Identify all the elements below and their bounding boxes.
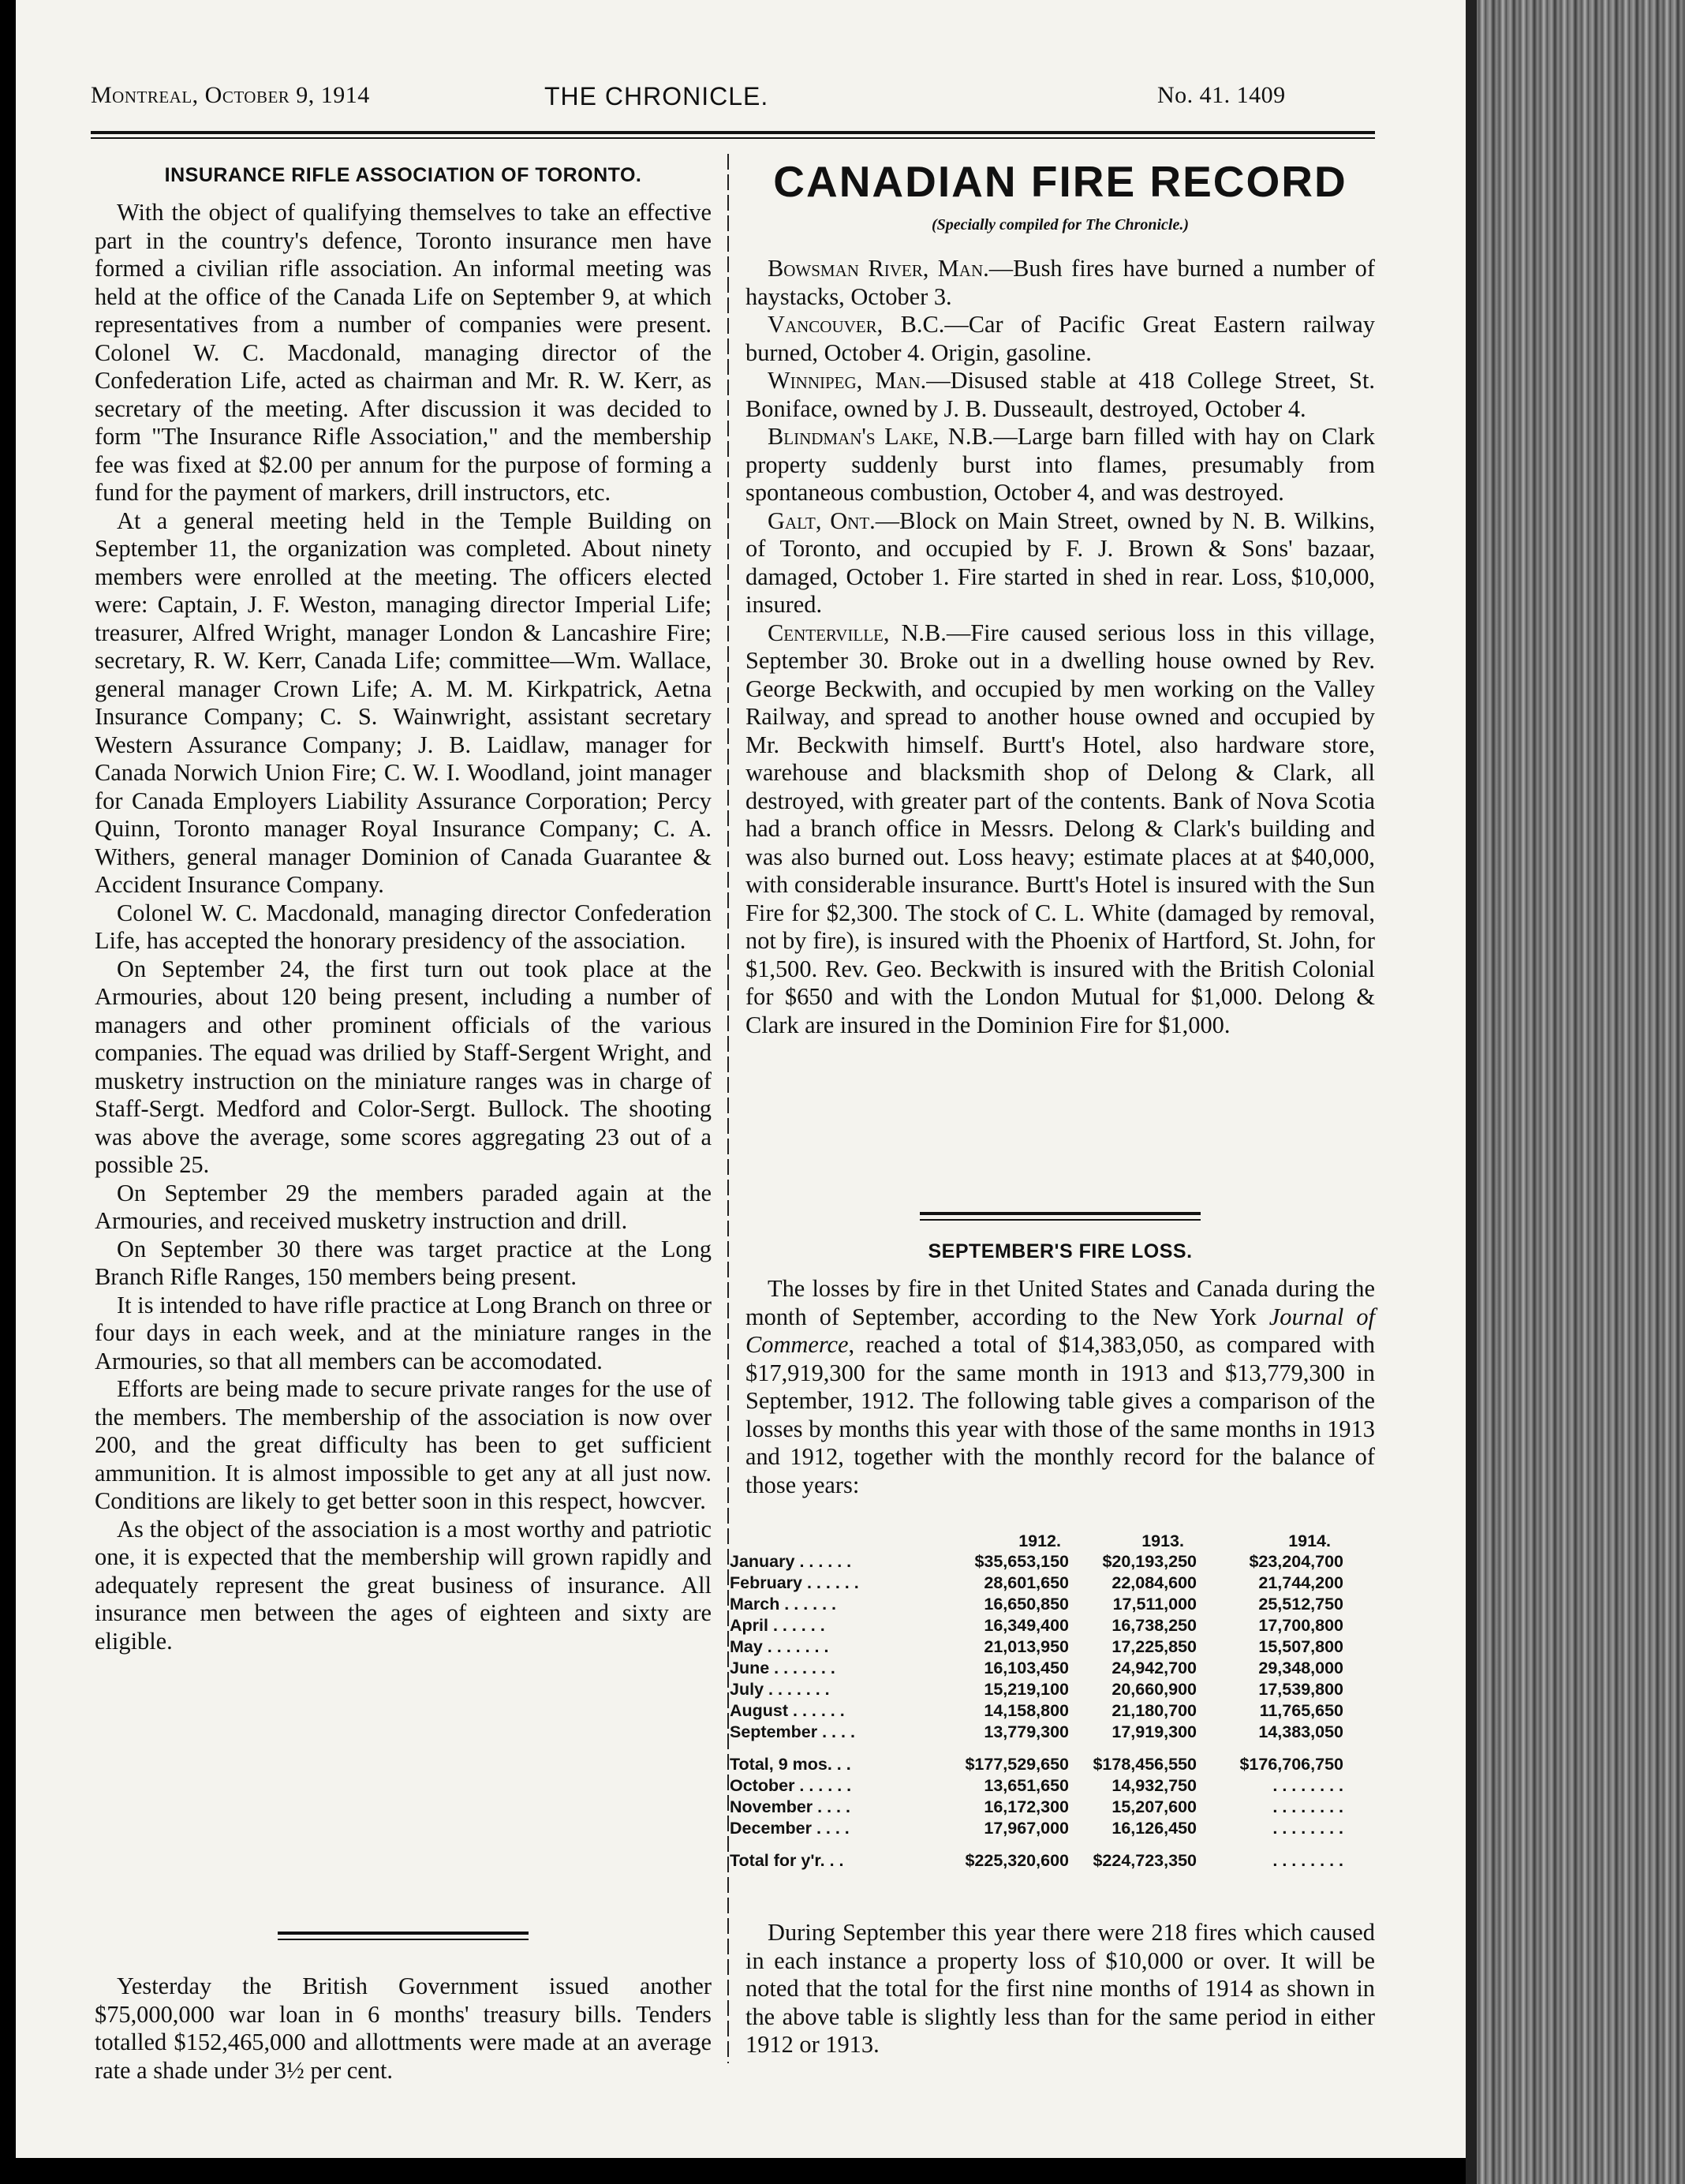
table-row xyxy=(730,1594,1354,1615)
rifle-article-title: INSURANCE RIFLE ASSOCIATION OF TORONTO. xyxy=(164,164,642,186)
dot-leader: . . . . xyxy=(811,1819,850,1838)
loss-value-1913: 14,932,750 xyxy=(1112,1776,1197,1795)
section-rule-thin xyxy=(278,1939,529,1940)
loss-value-1913: $20,193,250 xyxy=(1102,1552,1197,1571)
table-row xyxy=(730,1775,1354,1797)
fire-entry-place: Centerville, N.B. xyxy=(768,619,947,646)
loss-value-1914: 17,539,800 xyxy=(1258,1680,1343,1699)
loss-value-1914: . . . . . . . . xyxy=(1272,1819,1343,1838)
total-row xyxy=(730,1754,1354,1775)
loss-value-1913: 17,919,300 xyxy=(1112,1722,1197,1741)
dot-leader: . . . . . . xyxy=(794,1552,852,1571)
fire-entry-text: —Block on Main Street, owned by N. B. Wilkins, of Toronto, and occupied by F. J. Brown & Sons' bazaar, damaged, October 1. Fire started in shed in rear. Loss, $10,000, insured. xyxy=(745,507,1376,618)
loss-value-1913: 24,942,700 xyxy=(1112,1659,1197,1677)
loss-value-1913: 16,738,250 xyxy=(1112,1616,1197,1635)
masthead-title: THE CHRONICLE. xyxy=(544,82,769,110)
row-label xyxy=(730,1636,960,1658)
loss-value-1912: $35,653,150 xyxy=(974,1552,1069,1571)
paragraph: Yesterday the British Government issued another $75,000,000 war loan in 6 months' treasury bills. Tenders totalled $152,465,000 and allottments were made at an average rate a shade under 3½ per cent. xyxy=(95,1973,712,2084)
month-name: Total for y'r. xyxy=(730,1851,825,1870)
paragraph: At a general meeting held in the Temple Building on September 11, the organization was completed. About ninety members were enrolled at the meeting. The officers elected were: Captain, J. F. Weston, managing director Imperial Life; treasurer, Alfred Wright, manager London & Lancashire Fire; secretary, R. W. Kerr, Canada Life; committee—Wm. Wallace, general manager Crown Life; A. M. M. Kirkpatrick, Aetna Insurance Company; C. S. Wainwright, assistant secretary Western Assurance Company; J. B. Laidlaw, manager for Canada Norwich Union Fire; C. W. I. Woodland, joint manager for Canada Employers Liability Assurance Corporation; Percy Quinn, Toronto manager Royal Insurance Company; C. A. Withers, general manager Dominion of Canada Guarantee & Accident Insurance Company. xyxy=(95,507,712,898)
loss-value-1913: $178,456,550 xyxy=(1093,1755,1197,1774)
loss-value-1912: 15,219,100 xyxy=(984,1680,1069,1699)
row-label xyxy=(730,1679,960,1700)
loss-value-1914: . . . . . . . . xyxy=(1272,1776,1343,1795)
rifle-article-body xyxy=(95,199,712,1655)
loss-value-1913: 20,660,900 xyxy=(1112,1680,1197,1699)
loss-value-1912: 16,349,400 xyxy=(984,1616,1069,1635)
table-row xyxy=(730,1722,1354,1743)
section-rule xyxy=(920,1212,1201,1215)
loss-value-1914: . . . . . . . . xyxy=(1272,1797,1343,1816)
fire-entry-place: Galt, Ont. xyxy=(768,507,876,534)
fire-entry-text: —Fire caused serious loss in this village, September 30. Broke out in a dwelling house owned by Rev. George Beckwith, and occupied by men working on the Valley Railway, and spread to another house owned and occupied by Mr. Beckwith himself. Burtt's Hotel, also hardware store, warehouse and blacksmith shop of Delong & Clark, all destroyed, with greater part of the contents. Bank of Nova Scotia had a branch office in Messrs. Delong & Clark's building and was also burned out. Loss heavy; estimate places at at $40,000, with considerable insurance. Burtt's Hotel is insured with the Sun Fire for $2,300. The stock of C. L. White (damaged by removal, not by fire), is insured with the Phoenix of Hartford, St. John, for $1,500. Rev. Geo. Beckwith is insured with the British Colonial for $650 and with the London Mutual for $1,000. Delong & Clark are insured in the Dominion Fire for $1,000. xyxy=(745,619,1375,1038)
table-row xyxy=(730,1615,1354,1636)
header-rule-thin xyxy=(91,137,1375,139)
loss-value-1912: 16,103,450 xyxy=(984,1659,1069,1677)
fire-entry xyxy=(745,619,1375,1040)
loss-value-1912: $177,529,650 xyxy=(965,1755,1069,1774)
month-name: August xyxy=(730,1701,789,1720)
loss-value-1912: $225,320,600 xyxy=(965,1851,1069,1870)
table-row xyxy=(730,1679,1354,1700)
header-rule xyxy=(91,131,1375,134)
fire-entry-text: —Large barn filled with hay on Clark property suddenly burst into flames, presumably from spontaneous combustion, October 4, and was destroyed. xyxy=(745,423,1375,506)
scan-border-bottom xyxy=(0,2158,1466,2184)
dot-leader: . . . . . . . xyxy=(764,1680,830,1699)
fire-entry-place: Winnipeg, Man. xyxy=(768,367,927,394)
dot-leader: . . . . . . xyxy=(779,1595,837,1614)
table-row xyxy=(730,1636,1354,1658)
fire-record-entries xyxy=(745,255,1375,1039)
total-row xyxy=(730,1850,1354,1872)
row-label xyxy=(730,1615,960,1636)
loss-value-1912: 16,172,300 xyxy=(984,1797,1069,1816)
loss-value-1914: 15,507,800 xyxy=(1258,1637,1343,1656)
fire-loss-closing xyxy=(745,1919,1375,2059)
fire-entry xyxy=(745,367,1375,423)
month-name: February xyxy=(730,1573,803,1592)
loss-value-1914: . . . . . . . . xyxy=(1272,1851,1343,1870)
month-name: April xyxy=(730,1616,768,1635)
loss-value-1912: 28,601,650 xyxy=(984,1573,1069,1592)
loss-value-1914: 29,348,000 xyxy=(1258,1659,1343,1677)
running-head-date: Montreal, October 9, 1914 xyxy=(91,82,370,108)
section-rule xyxy=(278,1932,529,1935)
loss-value-1912: 13,651,650 xyxy=(984,1776,1069,1795)
fire-entry-place: Blindman's Lake, N.B. xyxy=(768,423,994,450)
loss-value-1914: 25,512,750 xyxy=(1258,1595,1343,1614)
row-label xyxy=(730,1722,960,1743)
paragraph: As the object of the association is a most worthy and patriotic one, it is expected that the membership will grown rapidly and adequately represent the great business of insurance. All insurance men between the ages of eighteen and sixty are eligible. xyxy=(95,1515,712,1655)
loss-value-1914: 17,700,800 xyxy=(1258,1616,1343,1635)
fire-entry-text: —Bush fires have burned a number of haystacks, October 3. xyxy=(745,255,1375,310)
book-page-edges xyxy=(1466,0,1685,2184)
row-label xyxy=(730,1797,960,1818)
row-label xyxy=(730,1700,960,1722)
dot-leader: . . . . . . . xyxy=(762,1637,829,1656)
dot-leader: . . . . . . xyxy=(802,1573,859,1592)
intro-text: , reached a total of $14,383,050, as compared with $17,919,300 for the same month in 1913 and $13,779,300 in September, 1912. The following table gives a comparison of the losses by months this year with those of the same months in 1913 and 1912, together with the monthly record for the balance of those years: xyxy=(745,1331,1375,1498)
paragraph: It is intended to have rifle practice at Long Branch on three or four days in each week, and at the miniature ranges in the Armouries, so that all members can be accomodated. xyxy=(95,1291,712,1374)
loss-value-1914: $23,204,700 xyxy=(1249,1552,1343,1571)
month-name: Total, 9 mos. xyxy=(730,1755,832,1774)
dot-leader: . . . . . . . xyxy=(769,1659,835,1677)
month-name: October xyxy=(730,1776,795,1795)
loss-value-1913: 21,180,700 xyxy=(1112,1701,1197,1720)
page-gutter-shadow xyxy=(1466,0,1477,2184)
fire-entry-text: —Car of Pacific Great Eastern railway burned, October 4. Origin, gasoline. xyxy=(745,311,1375,366)
table-row xyxy=(730,1658,1354,1679)
month-name: July xyxy=(730,1680,764,1699)
row-label xyxy=(730,1775,960,1797)
fire-record-title: CANADIAN FIRE RECORD xyxy=(773,157,1347,206)
fire-entry-place: Vancouver, B.C. xyxy=(768,311,945,338)
table-row xyxy=(730,1700,1354,1722)
section-rule-thin xyxy=(920,1219,1201,1221)
month-name: November xyxy=(730,1797,813,1816)
row-label xyxy=(730,1850,960,1872)
paragraph xyxy=(745,1275,1375,1499)
journal-name: Journal of Commerce xyxy=(745,1303,1376,1358)
fire-entry xyxy=(745,507,1375,619)
dot-leader: . . xyxy=(824,1851,844,1870)
month-name: May xyxy=(730,1637,763,1656)
loss-value-1913: 15,207,600 xyxy=(1112,1797,1197,1816)
loss-value-1913: $224,723,350 xyxy=(1093,1851,1197,1870)
paragraph: Efforts are being made to secure private ranges for the use of the members. The membership of the association is now over 200, and the great difficulty has been to get sufficient ammunition. It is almost impossible to get any at all just now. Conditions are likely to get better soon in this respect, howcver. xyxy=(95,1375,712,1514)
year-header: 1912. xyxy=(1018,1531,1061,1550)
month-name: January xyxy=(730,1552,795,1571)
dot-leader: . . . . xyxy=(817,1722,855,1741)
issue-and-page-number: No. 41. 1409 xyxy=(1157,82,1286,108)
loss-value-1913: 22,084,600 xyxy=(1112,1573,1197,1592)
fire-loss-table-wrap xyxy=(730,1531,1377,1872)
dot-leader: . . xyxy=(831,1755,851,1774)
dot-leader: . . . . xyxy=(813,1797,850,1816)
paragraph: With the object of qualifying themselves to take an effective part in the country's defence, Toronto insurance men have formed a civilian rifle association. An informal meeting was held at the office of the Canada Life on September 9, at which representatives from a number of companies were present. Colonel W. C. Macdonald, managing director of the Confederation Life, acted as chairman and Mr. R. W. Kerr, as secretary of the meeting. After discussion it was decided to form "The Insurance Rifle Association," and the membership fee was fixed at $2.00 per annum for the purpose of forming a fund for the payment of markers, drill instructors, etc. xyxy=(95,199,712,506)
loss-value-1914: 21,744,200 xyxy=(1258,1573,1343,1592)
month-name: December xyxy=(730,1819,812,1838)
loss-value-1913: 17,225,850 xyxy=(1112,1637,1197,1656)
table-row xyxy=(730,1818,1354,1839)
year-header: 1914. xyxy=(1288,1531,1331,1550)
loss-value-1912: 13,779,300 xyxy=(984,1722,1069,1741)
loss-value-1913: 16,126,450 xyxy=(1112,1819,1197,1838)
table-row xyxy=(730,1573,1354,1594)
paragraph: Colonel W. C. Macdonald, managing director Confederation Life, has accepted the honorary presidency of the association. xyxy=(95,899,712,954)
month-name: September xyxy=(730,1722,818,1741)
dot-leader: . . . . . . xyxy=(768,1616,825,1635)
fire-entry-place: Bowsman River, Man. xyxy=(768,255,989,282)
fire-entry xyxy=(745,311,1375,367)
year-header: 1913. xyxy=(1141,1531,1184,1550)
fire-record-subtitle: (Specially compiled for The Chronicle.) xyxy=(931,216,1190,234)
loss-value-1912: 16,650,850 xyxy=(984,1595,1069,1614)
paragraph: During September this year there were 218 fires which caused in each instance a property loss of $10,000 or over. It will be noted that the total for the first nine months of 1914 as shown in the above table is slightly less than for the same period in either 1912 or 1913. xyxy=(745,1919,1375,2058)
table-row xyxy=(730,1797,1354,1818)
fire-loss-intro xyxy=(745,1275,1375,1499)
intro-text: The losses by fire in thet United States and Canada during the month of September, according to the New York xyxy=(745,1275,1375,1330)
loss-value-1914: 11,765,650 xyxy=(1259,1701,1343,1720)
fire-entry xyxy=(745,423,1375,507)
dot-leader: . . . . . . xyxy=(788,1701,845,1720)
row-label xyxy=(730,1573,960,1594)
column-divider xyxy=(727,154,729,2063)
loss-value-1914: 14,383,050 xyxy=(1258,1722,1343,1741)
loss-value-1914: $176,706,750 xyxy=(1239,1755,1343,1774)
paragraph: On September 24, the first turn out took place at the Armouries, about 120 being present, including a number of managers and other prominent officials of the various companies. The equad was drilied by Staff-Sergent Wright, and musketry instruction on the miniature ranges was in charge of Staff-Sergt. Medford and Color-Sergt. Bullock. The shooting was above the average, some scores aggregating 23 out of a possible 25. xyxy=(95,955,712,1178)
dot-leader: . . . . . . xyxy=(794,1776,852,1795)
fire-entry xyxy=(745,255,1375,311)
loss-value-1912: 14,158,800 xyxy=(984,1701,1069,1720)
scan-border-left xyxy=(0,0,16,2184)
loss-value-1913: 17,511,000 xyxy=(1112,1595,1197,1614)
fire-loss-table xyxy=(730,1531,1354,1872)
row-label xyxy=(730,1818,960,1839)
paragraph: On September 30 there was target practice at the Long Branch Rifle Ranges, 150 members being present. xyxy=(95,1235,712,1290)
fire-entry-text: —Disused stable at 418 College Street, St. Boniface, owned by J. B. Dusseault, destroyed, October 4. xyxy=(745,367,1375,422)
month-name: June xyxy=(730,1659,770,1677)
war-loan-note xyxy=(95,1973,712,2085)
paragraph: On September 29 the members paraded again at the Armouries, and received musketry instruction and drill. xyxy=(95,1179,712,1234)
row-label xyxy=(730,1754,960,1775)
fire-loss-title: SEPTEMBER'S FIRE LOSS. xyxy=(928,1240,1193,1262)
table-row xyxy=(730,1551,1354,1573)
table-header-row xyxy=(730,1531,1354,1551)
table-spacer xyxy=(730,1839,1354,1850)
month-name: March xyxy=(730,1595,780,1614)
table-spacer xyxy=(730,1743,1354,1754)
row-label xyxy=(730,1658,960,1679)
loss-value-1912: 21,013,950 xyxy=(984,1637,1069,1656)
loss-value-1912: 17,967,000 xyxy=(984,1819,1069,1838)
row-label xyxy=(730,1594,960,1615)
row-label xyxy=(730,1551,960,1573)
